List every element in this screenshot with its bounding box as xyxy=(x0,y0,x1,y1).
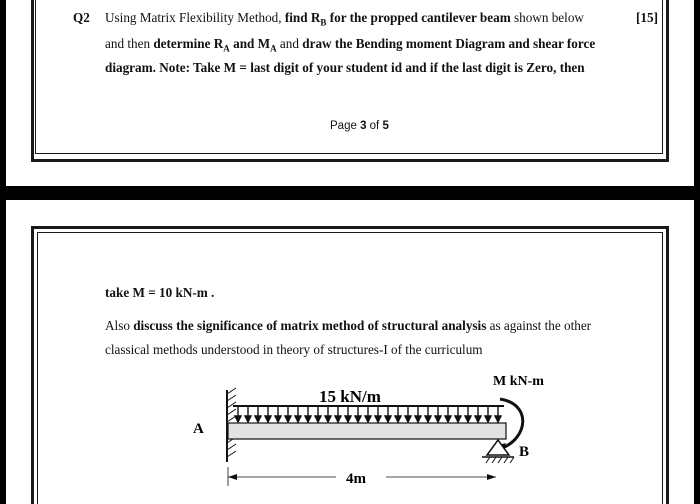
question-line-1 xyxy=(105,10,584,31)
document-page-4 xyxy=(6,200,694,504)
page-footer xyxy=(330,118,389,134)
question-number: Q2 xyxy=(73,10,90,25)
span-label: 4m xyxy=(346,471,366,487)
q-line2-bold-ma xyxy=(229,36,277,54)
question-line-3: diagram. Note: Take M = last digit of your student id and if the last digit is Zero, then xyxy=(105,60,585,75)
q-line2-bold-ra xyxy=(153,36,230,54)
take-m-line: take M = 10 kN-m . xyxy=(105,285,215,300)
q-line1-bold xyxy=(284,10,511,28)
question-line-2 xyxy=(105,36,595,57)
q-line2-sub-a2: A xyxy=(270,43,277,54)
support-b-label: B xyxy=(519,444,530,460)
moment-label: M kN-m xyxy=(493,374,544,389)
q-line2-sub-a: A xyxy=(223,43,230,54)
marks-badge: [15] xyxy=(636,10,658,25)
document-page-3 xyxy=(6,0,694,186)
q-line2-draw: draw the Bending moment Diagram and shear force xyxy=(302,36,596,51)
q-line2-ma: and M xyxy=(229,36,271,51)
footer-current-page: 3 xyxy=(360,120,367,132)
beam-figure xyxy=(6,200,694,504)
q-line1-sub-b: B xyxy=(320,17,327,28)
q-line1-beam: for the propped cantilever beam xyxy=(326,10,511,25)
disc-tail: as against the other xyxy=(486,318,592,333)
q-line1-find-rb: find R xyxy=(284,10,321,25)
footer-prefix: Page xyxy=(330,120,361,132)
footer-middle: of xyxy=(366,120,383,132)
load-label: 15 kN/m xyxy=(319,387,381,406)
q-line2-det-ra: determine R xyxy=(153,36,224,51)
discussion-line-2: classical methods understood in theory of structures-I of the curriculum xyxy=(105,342,483,357)
q-line1-text: Using Matrix Flexibility Method, xyxy=(105,10,285,25)
support-a-label: A xyxy=(193,421,204,437)
q-line2-text: and then xyxy=(105,36,154,51)
udl-arrows xyxy=(235,406,501,422)
disc-also: Also xyxy=(105,318,134,333)
q-line2-and: and xyxy=(276,36,303,51)
beam xyxy=(228,423,506,439)
disc-significance: discuss the significance of matrix method of structural analysis xyxy=(133,318,487,333)
footer-total-pages: 5 xyxy=(382,120,389,132)
q-line1-tail: shown below xyxy=(510,10,584,25)
